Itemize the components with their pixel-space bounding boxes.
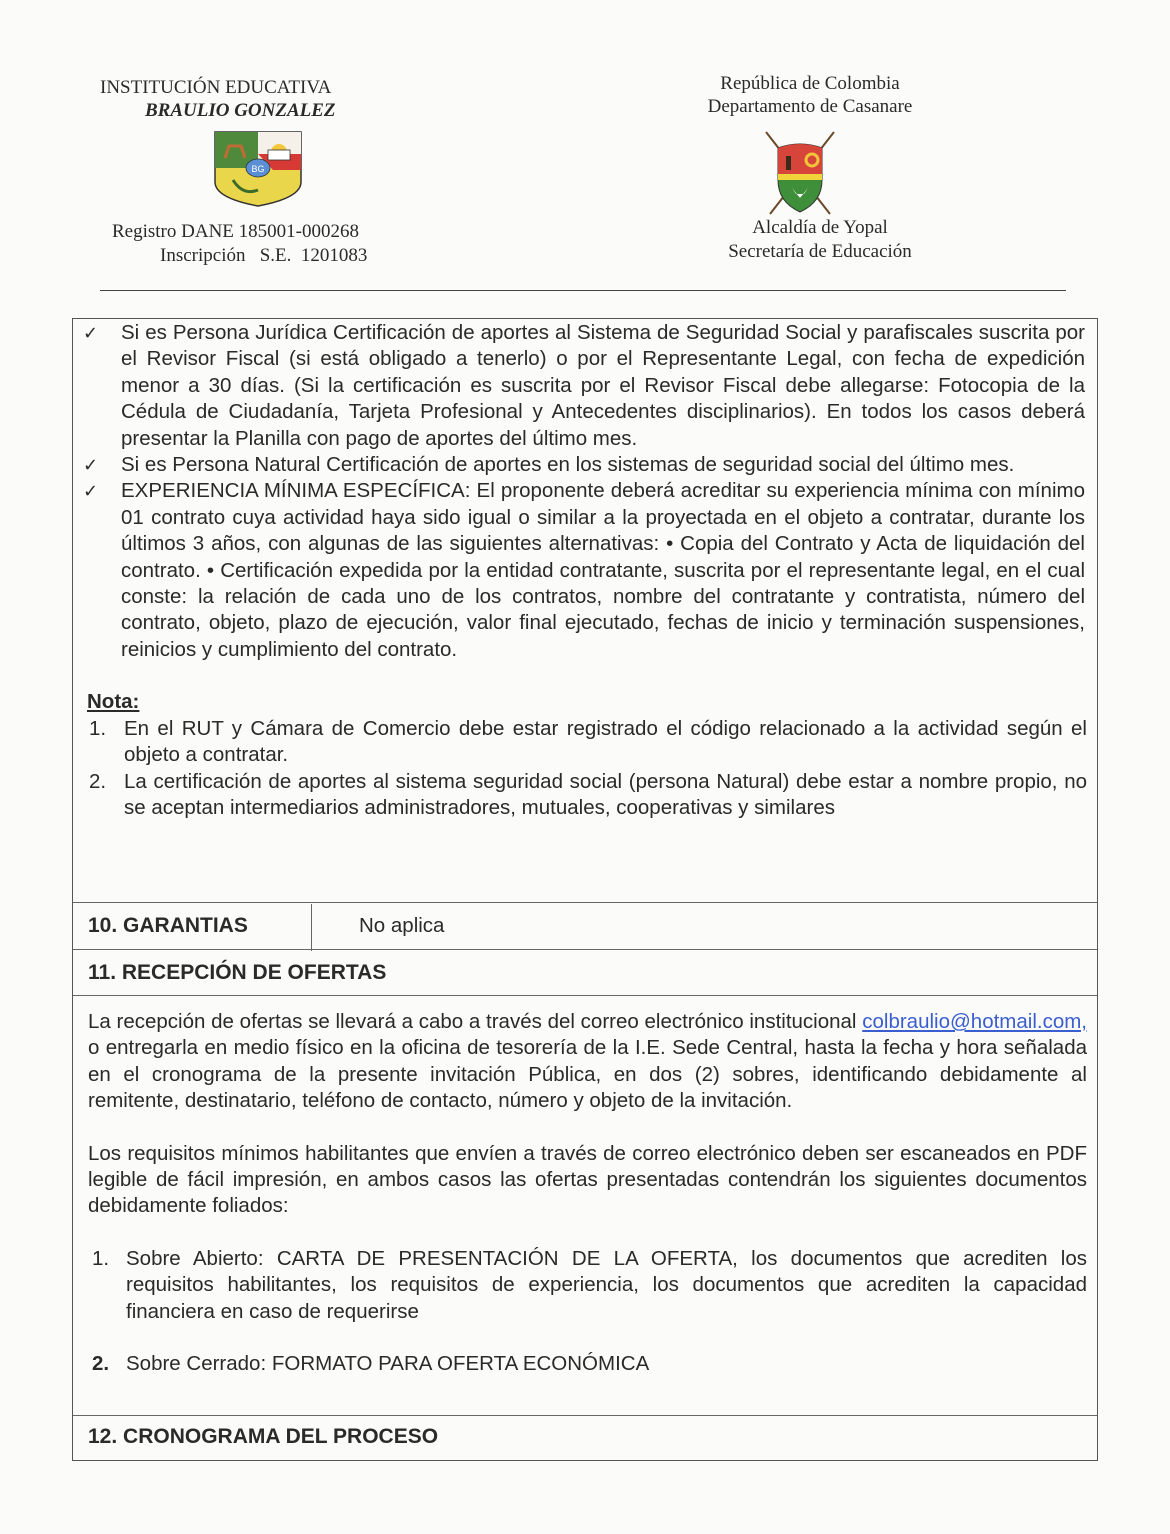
section-11-title: 11. RECEPCIÓN DE OFERTAS xyxy=(88,961,387,984)
row-divider xyxy=(73,902,1097,903)
institution-name xyxy=(100,76,400,122)
alcaldia-label: Alcaldía de Yopal xyxy=(752,217,888,238)
checkmark-icon: ✓ xyxy=(83,455,99,476)
institution-line2: BRAULIO GONZALEZ xyxy=(145,100,336,121)
yopal-coat-of-arms-icon xyxy=(760,128,840,218)
registration-info xyxy=(112,220,367,268)
municipal-header xyxy=(700,216,940,264)
secretaria-label: Secretaría de Educación xyxy=(728,241,912,262)
row-divider xyxy=(73,949,1097,950)
institution-line1: INSTITUCIÓN EDUCATIVA xyxy=(100,77,332,98)
note-item: 1. En el RUT y Cámara de Comercio debe estar registrado el código relacionado a la actividad según el objeto a contratar. xyxy=(89,716,1087,767)
row-divider xyxy=(73,995,1097,996)
section-11-body xyxy=(73,1009,1097,1414)
row-divider xyxy=(73,1415,1097,1416)
requirements-paragraph: Los requisitos mínimos habilitantes que envíen a través de correo electrónico deben ser escaneados en PDF legible de fácil impresión, en ambos casos las ofertas presentadas contendrán los siguientes documentos debidamente foliados: xyxy=(88,1141,1087,1218)
checkmark-icon: ✓ xyxy=(83,323,99,343)
reception-paragraph: La recepción de ofertas se llevará a cabo a través del correo electrónico institucional colbraulio@hotmail.com, o entregarla en medio físico en la oficina de tesorería de la I.E. Sede Central, hasta la fecha y hora señalada en el cronograma de la presente invitación Pública, en dos (2) sobres, identificando debidamente al remitente, destinatario, teléfono de contacto, número y objeto de la invitación. xyxy=(88,1010,1087,1113)
section-12-header xyxy=(73,1417,1097,1461)
note-item: 2. La certificación de aportes al sistema seguridad social (persona Natural) debe estar a nombre propio, no se aceptan intermediarios administradores, mutuales, cooperativas y similares xyxy=(89,769,1087,819)
requirements-cell xyxy=(73,319,1097,902)
section-10-value: No aplica xyxy=(359,914,445,937)
institutional-email-link[interactable]: colbraulio@hotmail.com, xyxy=(862,1010,1087,1033)
checkmark-icon: ✓ xyxy=(83,481,99,502)
inscripcion-se: Inscripción S.E. 1201083 xyxy=(160,245,368,266)
republic-label: República de Colombia xyxy=(720,73,900,94)
envelope-item: 2. Sobre Cerrado: FORMATO PARA OFERTA ECONÓMICA xyxy=(92,1352,650,1376)
header-divider xyxy=(100,290,1066,291)
note-title: Nota: xyxy=(87,690,140,714)
checklist-item: ✓ EXPERIENCIA MÍNIMA ESPECÍFICA: El proponente deberá acreditar su experiencia mínima con mínimo 01 contrato cuya actividad haya sido igual o similar a la proyectada en el objeto a contratar, durante los últimos 3 años, con algunas de las siguientes alternativas: • Copia del Contrato y Acta de liquidación del contrato. • Certificación expedida por la entidad contratante, suscrita por el representante legal, en el cual conste: la relación de cada uno de los contratos, nombre del contratante y contratista, número del contrato, objeto, plazo de ejecución, valor final ejecutado, fechas de inicio y terminación suspensiones, reinicios y cumplimiento del contrato. xyxy=(83,479,1085,661)
government-header xyxy=(690,72,930,118)
section-11-header xyxy=(73,951,1097,995)
checklist-item: ✓ Si es Persona Natural Certificación de aportes en los sistemas de seguridad social del último mes. xyxy=(73,452,1097,478)
department-label: Departamento de Casanare xyxy=(707,96,913,117)
registro-dane: Registro DANE 185001-000268 xyxy=(112,221,359,242)
requirements-table xyxy=(72,318,1098,1461)
section-10-row xyxy=(73,904,1097,949)
svg-text:BG: BG xyxy=(251,164,265,174)
school-crest-icon xyxy=(213,130,303,208)
section-12-title: 12. CRONOGRAMA DEL PROCESO xyxy=(88,1425,439,1448)
column-divider xyxy=(311,904,312,951)
checklist-item: ✓ Si es Persona Jurídica Certificación de aportes al Sistema de Seguridad Social y parafiscales suscrita por el Revisor Fiscal (si está obligado a tenerlo) o por el Representante Legal, con fecha de expedición menor a 30 días. (Si la certificación es suscrita por el Revisor Fiscal debe allegarse: Fotocopia de la Cédula de Ciudadanía, Tarjeta Profesional y Antecedentes disciplinarios). En todos los casos deberá presentar la Planilla con pago de aportes del último mes. xyxy=(83,321,1085,450)
envelope-item: 1. Sobre Abierto: CARTA DE PRESENTACIÓN DE LA OFERTA, los documentos que acrediten los requisitos habilitantes, los requisitos de experiencia, los documentos que acrediten la capacidad financiera en caso de requerirse xyxy=(92,1246,1087,1323)
section-10-title: 10. GARANTIAS xyxy=(88,914,248,937)
